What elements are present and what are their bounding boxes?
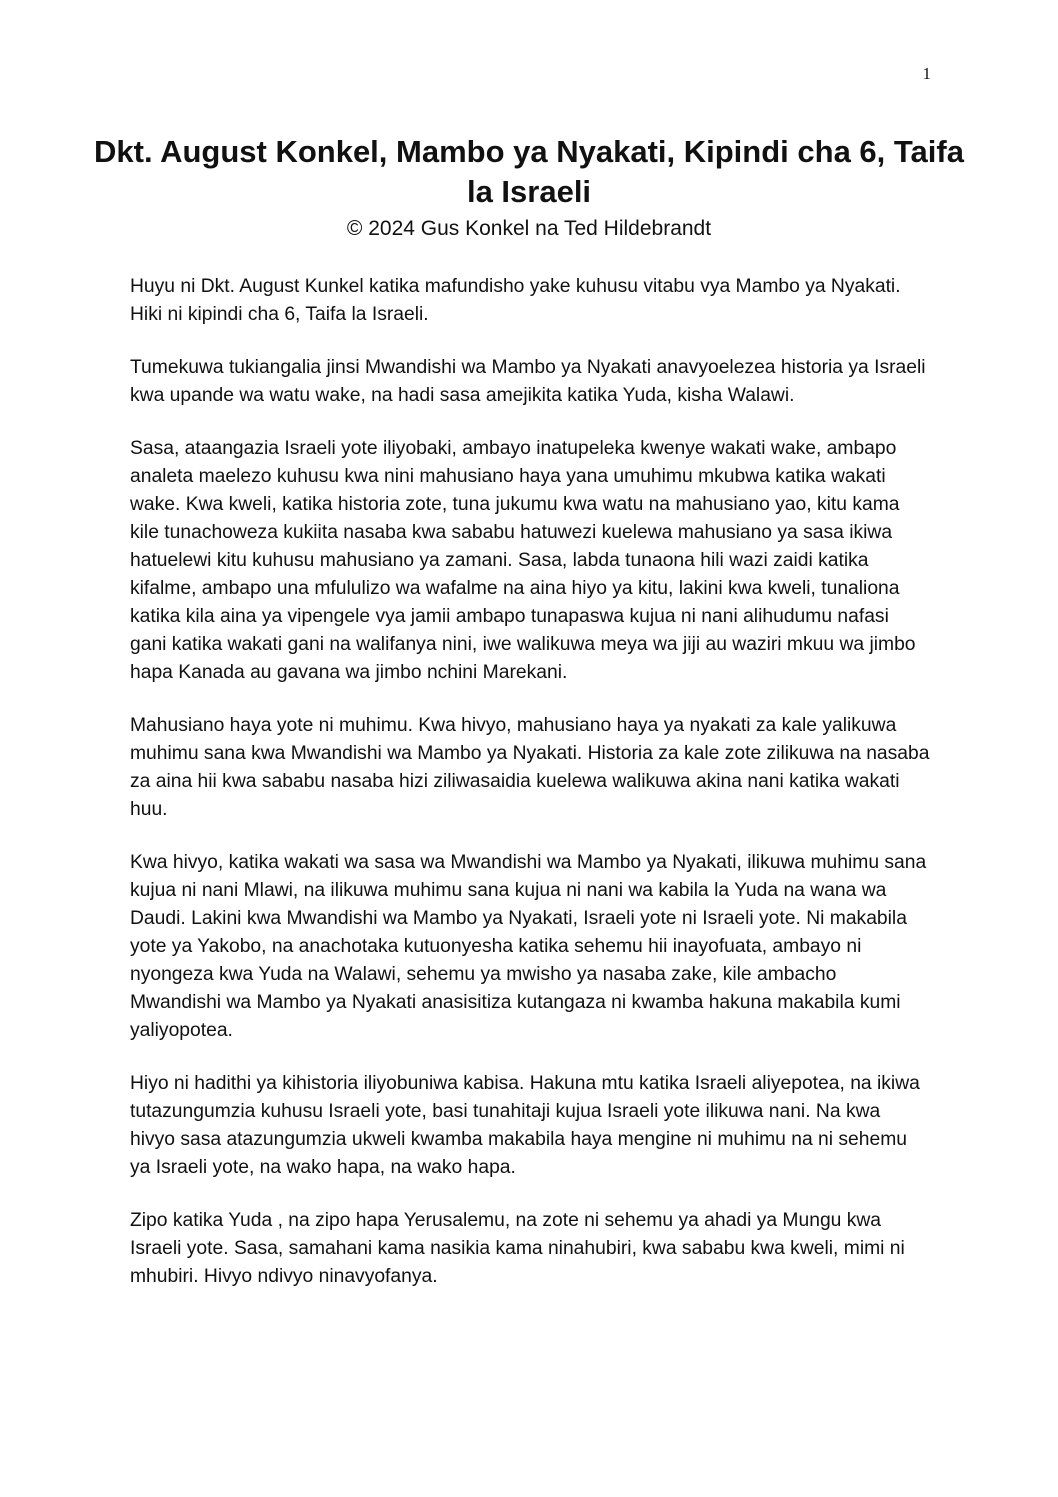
paragraph: Mahusiano haya yote ni muhimu. Kwa hivyo, mahusiano haya ya nyakati za kale yalikuwa muhimu sana kwa Mwandishi wa Mambo ya Nyakati. Historia za kale zote zilikuwa na nasaba za aina hii kwa sababu nasaba hizi ziliwasaidia kuelewa walikuwa akina nani katika wakati huu.	[130, 715, 930, 820]
paragraph: Zipo katika Yuda , na zipo hapa Yerusalemu, na zote ni sehemu ya ahadi ya Mungu kwa Israeli yote. Sasa, samahani kama nasikia kama ninahubiri, kwa sababu kwa kweli, mimi ni mhubiri. Hivyo ndivyo ninavyofanya.	[130, 1210, 905, 1287]
document-body	[130, 273, 930, 1316]
document-title: Dkt. August Konkel, Mambo ya Nyakati, Kipindi cha 6, Taifa la Israeli	[94, 134, 964, 209]
paragraph: Hiyo ni hadithi ya kihistoria iliyobuniwa kabisa. Hakuna mtu katika Israeli aliyepotea, na ikiwa tutazungumzia kuhusu Israeli yote, basi tunahitaji kujua Israeli yote ilikuwa nani. Na kwa hivyo sasa atazungumzia ukweli kwamba makabila haya mengine ni muhimu na ni sehemu ya Israeli yote, na wako hapa, na wako hapa.	[130, 1073, 920, 1178]
paragraph: Tumekuwa tukiangalia jinsi Mwandishi wa Mambo ya Nyakati anavyoelezea historia ya Israeli kwa upande wa watu wake, na hadi sasa amejikita katika Yuda, kisha Walawi.	[130, 357, 926, 406]
paragraph: Huyu ni Dkt. August Kunkel katika mafundisho yake kuhusu vitabu vya Mambo ya Nyakati. Hiki ni kipindi cha 6, Taifa la Israeli.	[130, 276, 901, 325]
paragraph: Sasa, ataangazia Israeli yote iliyobaki, ambayo inatupeleka kwenye wakati wake, ambapo analeta maelezo kuhusu kwa nini mahusiano haya yana umuhimu mkubwa katika wakati wake. Kwa kweli, katika historia zote, tuna jukumu kwa watu na mahusiano yao, kitu kama kile tunachoweza kukiita nasaba kwa sababu hatuwezi kuelewa mahusiano ya sasa ikiwa hatuelewi kitu kuhusu mahusiano ya zamani. Sasa, labda tunaona hili wazi zaidi katika kifalme, ambapo una mfululizo wa wafalme na aina hiyo ya kitu, lakini kwa kweli, tunaliona katika kila aina ya vipengele vya jamii ambapo tunapaswa kujua ni nani alihudumu nafasi gani katika wakati gani na walifanya nini, iwe walikuwa meya wa jiji au waziri mkuu wa jimbo hapa Kanada au gavana wa jimbo nchini Marekani.	[130, 438, 916, 683]
copyright-line: © 2024 Gus Konkel na Ted Hildebrandt	[346, 217, 712, 240]
page-number: 1	[922, 64, 931, 83]
paragraph: Kwa hivyo, katika wakati wa sasa wa Mwandishi wa Mambo ya Nyakati, ilikuwa muhimu sana kujua ni nani Mlawi, na ilikuwa muhimu sana kujua ni nani wa kabila la Yuda na wana wa Daudi. Lakini kwa Mwandishi wa Mambo ya Nyakati, Israeli yote ni Israeli yote. Ni makabila yote ya Yakobo, na anachotaka kutuonyesha katika sehemu hii inayofuata, ambayo ni nyongeza kwa Yuda na Walawi, sehemu ya mwisho ya nasaba zake, kile ambacho Mwandishi wa Mambo ya Nyakati anasisitiza kutangaza ni kwamba hakuna makabila kumi yaliyopotea.	[130, 852, 927, 1041]
document-header	[80, 132, 978, 244]
